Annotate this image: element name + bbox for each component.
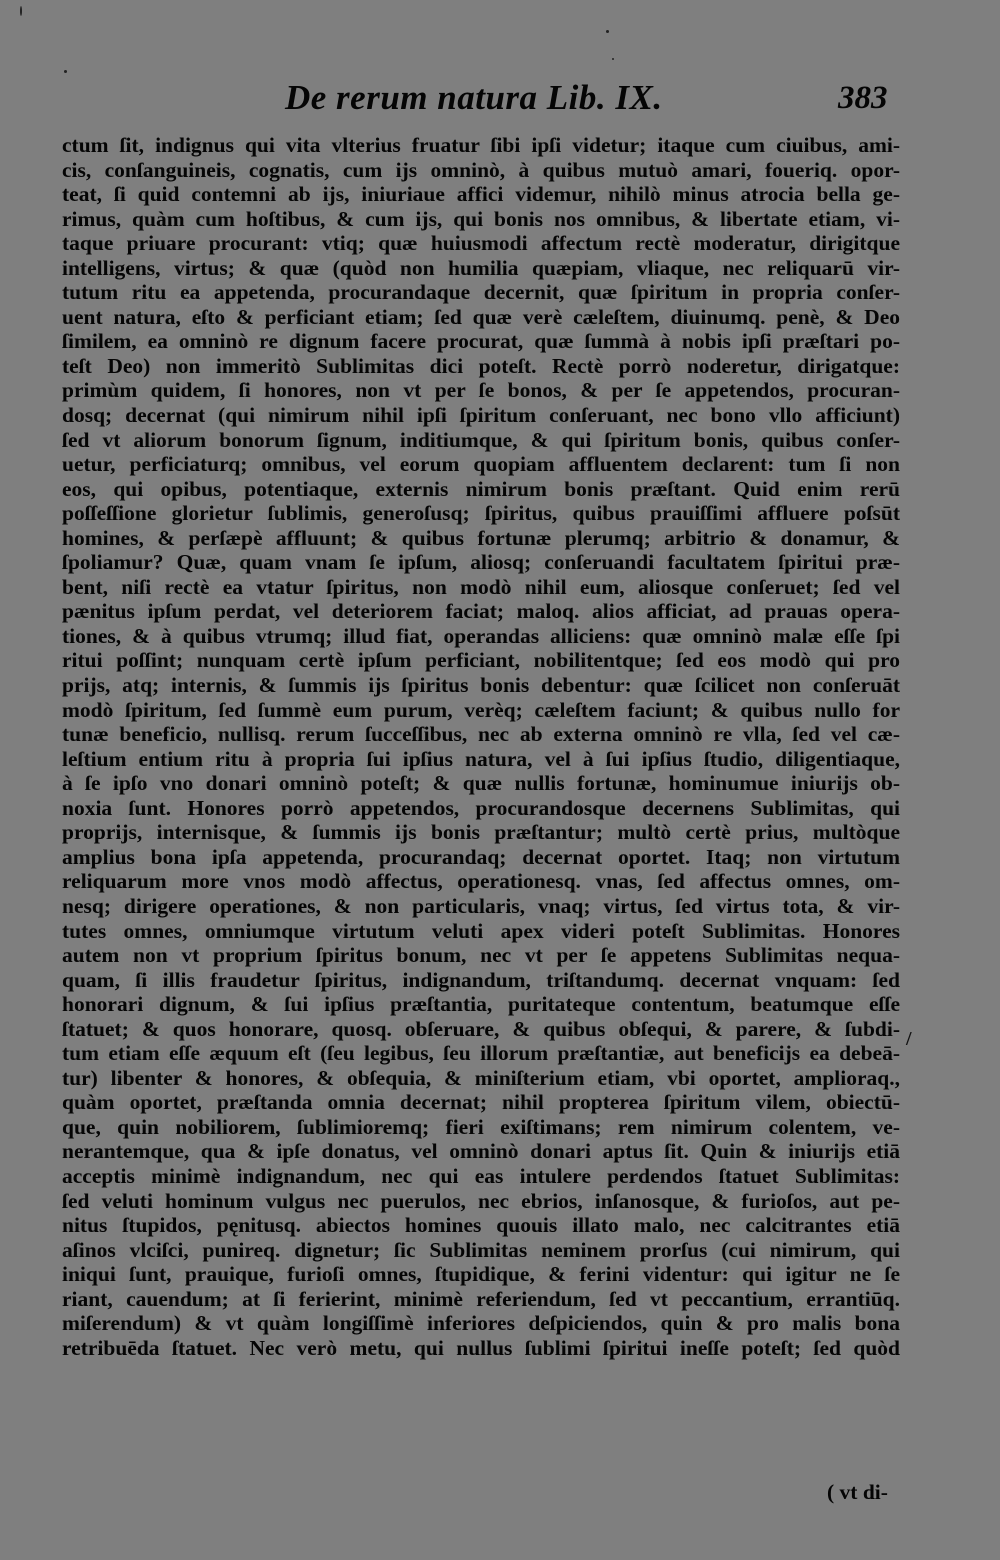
text-line: ſimilem, ea omninò re dignum facere procurat, quæ ſummà à nobis ipſi præſtari po- — [62, 329, 900, 354]
text-line: reliquarum more vnos modò affectus, operationesq. vnas, ſed affectus omnes, om- — [62, 869, 900, 894]
body-text — [62, 133, 900, 1360]
text-line: miſerendum) & vt quàm longiſſimè inferiores deſpiciendos, quin & pro malis bona — [62, 1311, 900, 1336]
text-line: leſtium entium ritu à propria ſui ipſius natura, vel à ſui ipſius ſtudio, diligentiaque, — [62, 746, 900, 771]
text-line: nitus ſtupidos, pęnitusq. abiectos homines quouis illato malo, nec calcitrantes etiā — [62, 1213, 900, 1238]
text-line: riant, cauendum; at ſi ferierint, minimè referiendum, ſed vt peccantium, errantiūq. — [62, 1286, 900, 1311]
text-line: eos, qui opibus, potentiaque, externis nimirum bonis præſtant. Quid enim rerū — [62, 476, 900, 501]
text-line: modò ſpiritum, ſed ſummè eum purum, verèq; cæleſtem faciunt; & quibus nullo for — [62, 697, 900, 722]
text-line: uetur, perficiaturq; omnibus, vel eorum quopiam affluentem declarent: tum ſi non — [62, 452, 900, 477]
text-line: à ſe ipſo vno donari omninò poteſt; & quæ nullis fortunæ, hominumue iniurijs ob- — [62, 771, 900, 796]
text-line: ſtatuet; & quos honorare, quosq. obſeruare, & quibus obſequi, & parere, & ſubdi- — [62, 1016, 900, 1041]
text-line: acceptis minimè indignandum, nec qui eas intulere perdendos ſtatuet Sublimitas: — [62, 1163, 900, 1188]
text-line: proprijs, internisque, & ſummis ijs bonis præſtantur; multò certè prius, multòque — [62, 820, 900, 845]
text-line: tutes omnes, omniumque virtutum veluti apex videri poteſt Sublimitas. Honores — [62, 918, 900, 943]
text-line: prijs, atq; internis, & ſummis ijs ſpiritus bonis debentur: quæ ſcilicet non conſeruāt — [62, 673, 900, 698]
text-line: poſſeſſione glorietur ſublimis, generoſusq; ſpiritus, quibus prauiſſimi affluere poſsūt — [62, 501, 900, 526]
text-line: dosq; decernat (qui nimirum nihil ipſi ſpiritum conſeruant, nec bono vllo afficiunt) — [62, 403, 900, 428]
text-line: tur) libenter & honores, & obſequia, & miniſterium etiam, vbi oportet, amplioraq., — [62, 1065, 900, 1090]
page-header — [0, 78, 1000, 128]
margin-mark: / — [906, 1028, 912, 1050]
text-line: honorari dignum, & ſui ipſius præſtantia, puritateque contentum, beatumque eſſe — [62, 992, 900, 1017]
text-line: noxia ſunt. Honores porrò appetendos, procurandosque decernens Sublimitas, qui — [62, 795, 900, 820]
text-line: amplius bona ipſa appetenda, procurandaq; decernat oportet. Itaq; non virtutum — [62, 844, 900, 869]
text-line: intelligens, virtus; & quæ (quòd non humilia quæpiam, vliaque, nec reliquarū vir- — [62, 255, 900, 280]
text-line: tum etiam eſſe æquum eſt (ſeu legibus, ſeu illorum præſtantiæ, aut beneficijs ea debeā- — [62, 1041, 900, 1066]
running-title: De rerum natura Lib. IX. — [285, 78, 663, 117]
text-line: primùm quidem, ſi honores, non vt per ſe bonos, & per ſe appetendos, procuran- — [62, 378, 900, 403]
text-line: teat, ſi quid contemni ab ijs, iniuriaue affici videmur, nihilò minus atrocia bella ge- — [62, 182, 900, 207]
page-number: 383 — [838, 80, 888, 116]
text-line: que, quin nobiliorem, ſublimioremq; fieri exiſtimans; rem nimirum colentem, ve- — [62, 1114, 900, 1139]
text-line: quàm oportet, præſtanda omnia decernat; nihil propterea ſpiritum vilem, obiectū- — [62, 1090, 900, 1115]
text-line: autem non vt proprium ſpiritus bonum, nec vt per ſe appetens Sublimitas nequa- — [62, 943, 900, 968]
text-line: ritui poſſint; nunquam certè ipſum perficiant, nobilitentque; ſed eos modò qui pro — [62, 648, 900, 673]
text-line: iniqui ſunt, prauique, furioſi omnes, ſtupidique, & ferini videntur: qui igitur ne ſe — [62, 1262, 900, 1287]
text-line: retribuēda ſtatuet. Nec verò metu, qui nullus ſublimi ſpiritui ineſſe poteſt; ſed quòd — [62, 1335, 900, 1360]
text-line: tiones, & à quibus vtrumq; illud fiat, operandas alliciens: quæ omninò malæ eſſe ſpi — [62, 623, 900, 648]
text-line: quam, ſi illis fraudetur ſpiritus, indignandum, triſtandumq. decernat vnquam: ſed — [62, 967, 900, 992]
text-line: rimus, quàm cum hoſtibus, & cum ijs, qui bonis nos omnibus, & libertate etiam, vi- — [62, 206, 900, 231]
text-line: bent, niſi rectè ea vtatur ſpiritus, non modò nihil eum, aliosque conſeruet; ſed vel — [62, 574, 900, 599]
text-line: ſed vt aliorum bonorum ſignum, inditiumque, & qui ſpiritum bonis, quibus conſer- — [62, 427, 900, 452]
text-line: nerantemque, qua & ipſe donatus, vel omninò donari aptus ſit. Quin & iniurijs etiā — [62, 1139, 900, 1164]
text-line: tunæ beneficio, nullisq. rerum ſucceſſibus, nec ab externa omninò re vlla, ſed vel cæ- — [62, 722, 900, 747]
text-line: ctum ſit, indignus qui vita vlterius fruatur ſibi ipſi videtur; itaque cum ciuibus, ami- — [62, 133, 900, 157]
text-line: homines, & perſæpè affluunt; & quibus fortunæ plerumq; arbitrio & donamur, & — [62, 525, 900, 550]
text-line: ſpoliamur? Quæ, quam vnam ſe ipſum, aliosq; conſeruandi facultatem ſpiritui præ- — [62, 550, 900, 575]
text-line: ſed veluti hominum vulgus nec puerulos, nec ebrios, inſanosque, & furioſos, aut pe- — [62, 1188, 900, 1213]
text-line: uent natura, eſto & perficiant etiam; ſed quæ verè cæleſtem, diuinumq. penè, & Deo — [62, 304, 900, 329]
catchword: ( vt di- — [827, 1480, 888, 1504]
text-line: tutum ritu ea appetenda, procurandaque decernit, quæ ſpiritum in propria conſer- — [62, 280, 900, 305]
text-line: taque priuare procurant: vtiq; quæ huiusmodi affectum rectè moderatur, dirigitque — [62, 231, 900, 256]
text-line: cis, conſanguineis, cognatis, cum ijs omninò, à quibus mutuò amari, foueriq. opor- — [62, 157, 900, 182]
text-line: pænitus ipſum perdat, vel deteriorem faciat; maloq. alios afficiat, ad prauas opera- — [62, 599, 900, 624]
text-line: nesq; dirigere operationes, & non particularis, vnaq; virtus, ſed virtus tota, & vir- — [62, 893, 900, 918]
text-line: aſinos vlciſci, punireq. dignetur; ſic Sublimitas neminem prorſus (cui nimirum, qui — [62, 1237, 900, 1262]
text-line: teſt Deo) non immeritò Sublimitas dici poteſt. Rectè porrò noderetur, dirigatque: — [62, 353, 900, 378]
